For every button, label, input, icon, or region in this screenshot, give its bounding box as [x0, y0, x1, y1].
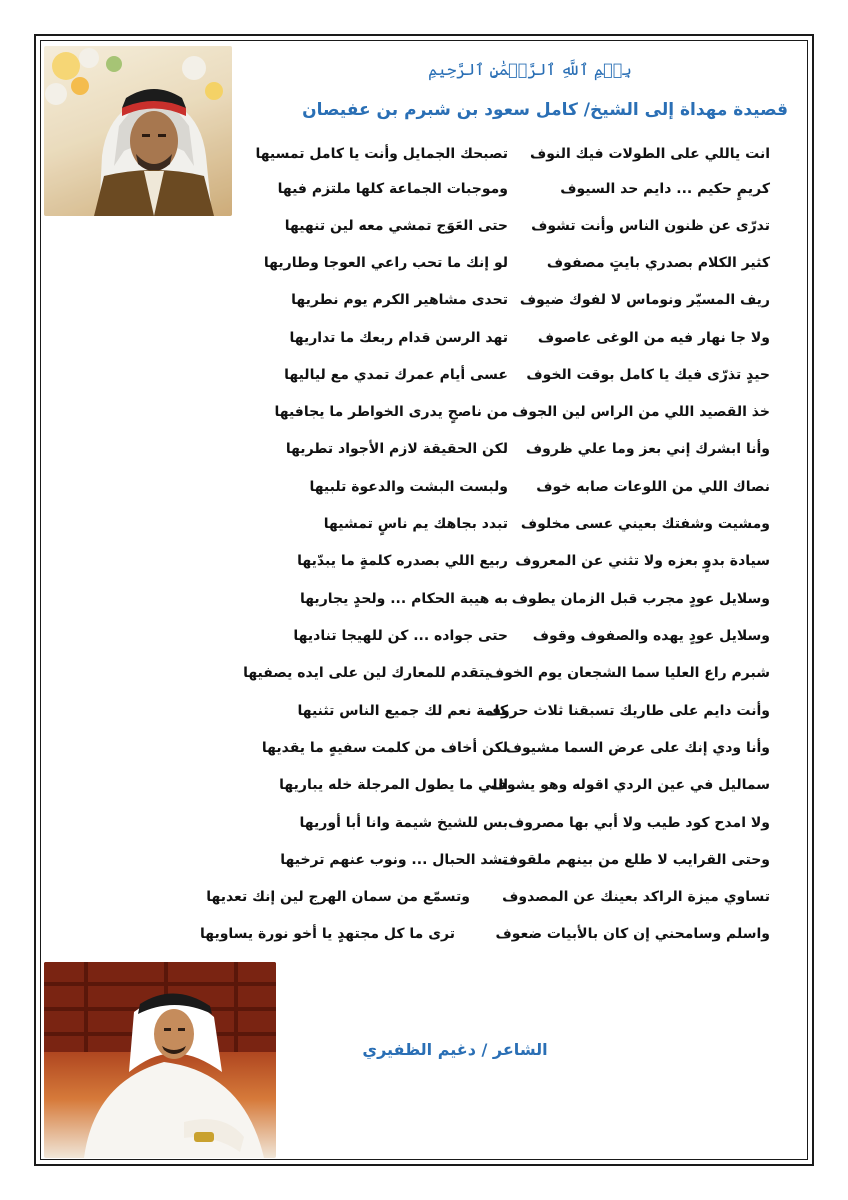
poem-verse	[180, 479, 770, 503]
verse-first-hemistich: تساوي ميزة الراكد بعينك عن المصدوف	[502, 889, 770, 905]
poem-verse	[180, 255, 770, 279]
verse-second-hemistich: يتقدم للمعارك لين على ايده يصفيها	[243, 665, 490, 681]
verse-first-hemistich: ريف المسيّر ونوماس لا لفوك ضيوف	[519, 292, 770, 308]
verse-second-hemistich: تشد الحبال ... ونوب عنهم ترخيها	[280, 852, 508, 868]
verse-first-hemistich: كثير الكلام بصدري بايتٍ مصفوف	[546, 255, 770, 271]
poem-verse	[180, 553, 770, 577]
verse-second-hemistich: من ناصحٍ يدرى الخواطر ما يجافيها	[274, 404, 508, 420]
verse-second-hemistich: كلمة نعم لك جميع الناس تثنيها	[297, 703, 508, 719]
verse-first-hemistich: وأنا ابشرك إني بعز وما علي ظروف	[525, 441, 770, 457]
verse-second-hemistich: تحدى مشاهير الكرم يوم نطريها	[291, 292, 508, 308]
verse-first-hemistich: انت ياللي على الطولات فيك النوف	[529, 146, 770, 162]
poem-verse	[180, 591, 770, 615]
poem-verse	[180, 628, 770, 652]
poet-signature: الشاعر / دغيم الظفيري	[362, 1040, 548, 1059]
poet-portrait-photo	[44, 962, 276, 1158]
verse-second-hemistich: عسى أيام عمرك تمدي مع لياليها	[284, 367, 508, 383]
poem-verse	[180, 852, 770, 876]
verse-first-hemistich: خذ القصيد اللي من الراس لين الجوف	[512, 404, 770, 420]
poem-verse	[180, 404, 770, 428]
poem-verse	[180, 926, 770, 950]
poem-verse	[180, 889, 770, 913]
verse-first-hemistich: حيدٍ تذرّى فيك يا كامل بوقت الخوف	[526, 367, 770, 383]
poem-verse	[180, 146, 770, 170]
poem-verse	[180, 330, 770, 354]
poem-verse	[180, 815, 770, 839]
verse-first-hemistich: وأنت دايم على طاريك تسبقنا ثلاث حروف	[484, 703, 770, 719]
poem-verse	[180, 665, 770, 689]
verse-first-hemistich: ومشيت وشفتك بعيني عسى مخلوف	[520, 516, 770, 532]
verse-first-hemistich: نصاك اللي من اللوعات صابه خوف	[536, 479, 770, 495]
poem-title: قصيدة مهداة إلى الشيخ/ كامل سعود بن شبرم بن عفيصان	[302, 100, 788, 120]
verse-first-hemistich: سماليل في عين الردي اقوله وهو يشوف	[490, 777, 770, 793]
verse-second-hemistich: تبدد بجاهك يم ناسٍ تمشيها	[323, 516, 508, 532]
poem-verse	[180, 292, 770, 316]
poem-verse	[180, 218, 770, 242]
poem-verse	[180, 740, 770, 764]
verse-first-hemistich: وسلايل عودٍ يهده والصفوف وقوف	[532, 628, 770, 644]
verse-second-hemistich: لكن الحقيقة لازم الأجواد تطريها	[285, 441, 508, 457]
verse-first-hemistich: ولا جا نهار فيه من الوغى عاصوف	[537, 330, 770, 346]
poem-verse	[180, 516, 770, 540]
verse-second-hemistich: تهد الرسن قدام ربعك ما تداريها	[289, 330, 508, 346]
poem-verse	[180, 181, 770, 205]
verse-second-hemistich: به هيبة الحكام ... ولحدٍ يجاريها	[299, 591, 508, 607]
verse-second-hemistich: ترى ما كل مجتهدٍ يا أخو نورة يساويها	[199, 926, 455, 942]
verse-second-hemistich: حتى العَوَج تمشي معه لين تنهيها	[284, 218, 508, 234]
verse-second-hemistich: ولبست البشت والدعوة تلبيها	[309, 479, 508, 495]
poem-verse	[180, 777, 770, 801]
verse-first-hemistich: وسلايل عودٍ مجرب قبل الزمان يطوف	[511, 591, 770, 607]
verse-first-hemistich: شبرم راع العليا سما الشجعان يوم الخوف	[487, 665, 770, 681]
verse-second-hemistich: حتى جواده ... كن للهيجا تناديها	[293, 628, 508, 644]
poem-verse	[180, 703, 770, 727]
verse-first-hemistich: واسلم وسامحني إن كان بالأبيات ضعوف	[495, 926, 770, 942]
verse-second-hemistich: ربيع اللي بصدره كلمةٍ ما يبدّيها	[297, 553, 508, 569]
verse-second-hemistich: اللي ما يطول المرجلة خله يباريها	[279, 777, 508, 793]
verse-first-hemistich: كريمٍ حكيم ... دايم حد السيوف	[560, 181, 770, 197]
verse-second-hemistich: لكن أخاف من كلمت سفيهٍ ما يقديها	[261, 740, 508, 756]
verse-second-hemistich: بس للشيخ شيمة وانا أبا أوريها	[299, 815, 508, 831]
verse-second-hemistich: وتسمّع من سمان الهرج لين إنك تعديها	[206, 889, 470, 905]
bismillah-heading: بِسۡمِ ٱللَّهِ ٱلرَّحۡمَٰنِ ٱلرَّحِيمِ	[428, 60, 632, 79]
verse-second-hemistich: تصبحك الجمايل وأنت يا كامل تمسيها	[255, 146, 508, 162]
verse-first-hemistich: وحتى القرايب لا طلع من بينهم ملقوف	[501, 852, 770, 868]
poem-verse	[180, 441, 770, 465]
verse-second-hemistich: لو إنك ما تحب راعي العوجا وطاريها	[263, 255, 508, 271]
poem-verse	[180, 367, 770, 391]
verse-second-hemistich: وموجبات الجماعة كلها ملتزم فيها	[277, 181, 508, 197]
verse-first-hemistich: ولا امدح كود طيب ولا أبي بها مصروف	[508, 815, 770, 831]
verse-first-hemistich: تدرّى عن ظنون الناس وأنت تشوف	[531, 218, 770, 234]
verse-first-hemistich: وأنا ودي إنك على عرض السما مشيوف	[505, 740, 770, 756]
verse-first-hemistich: سيادة بدوٍ بعزه ولا تثني عن المعروف	[515, 553, 770, 569]
